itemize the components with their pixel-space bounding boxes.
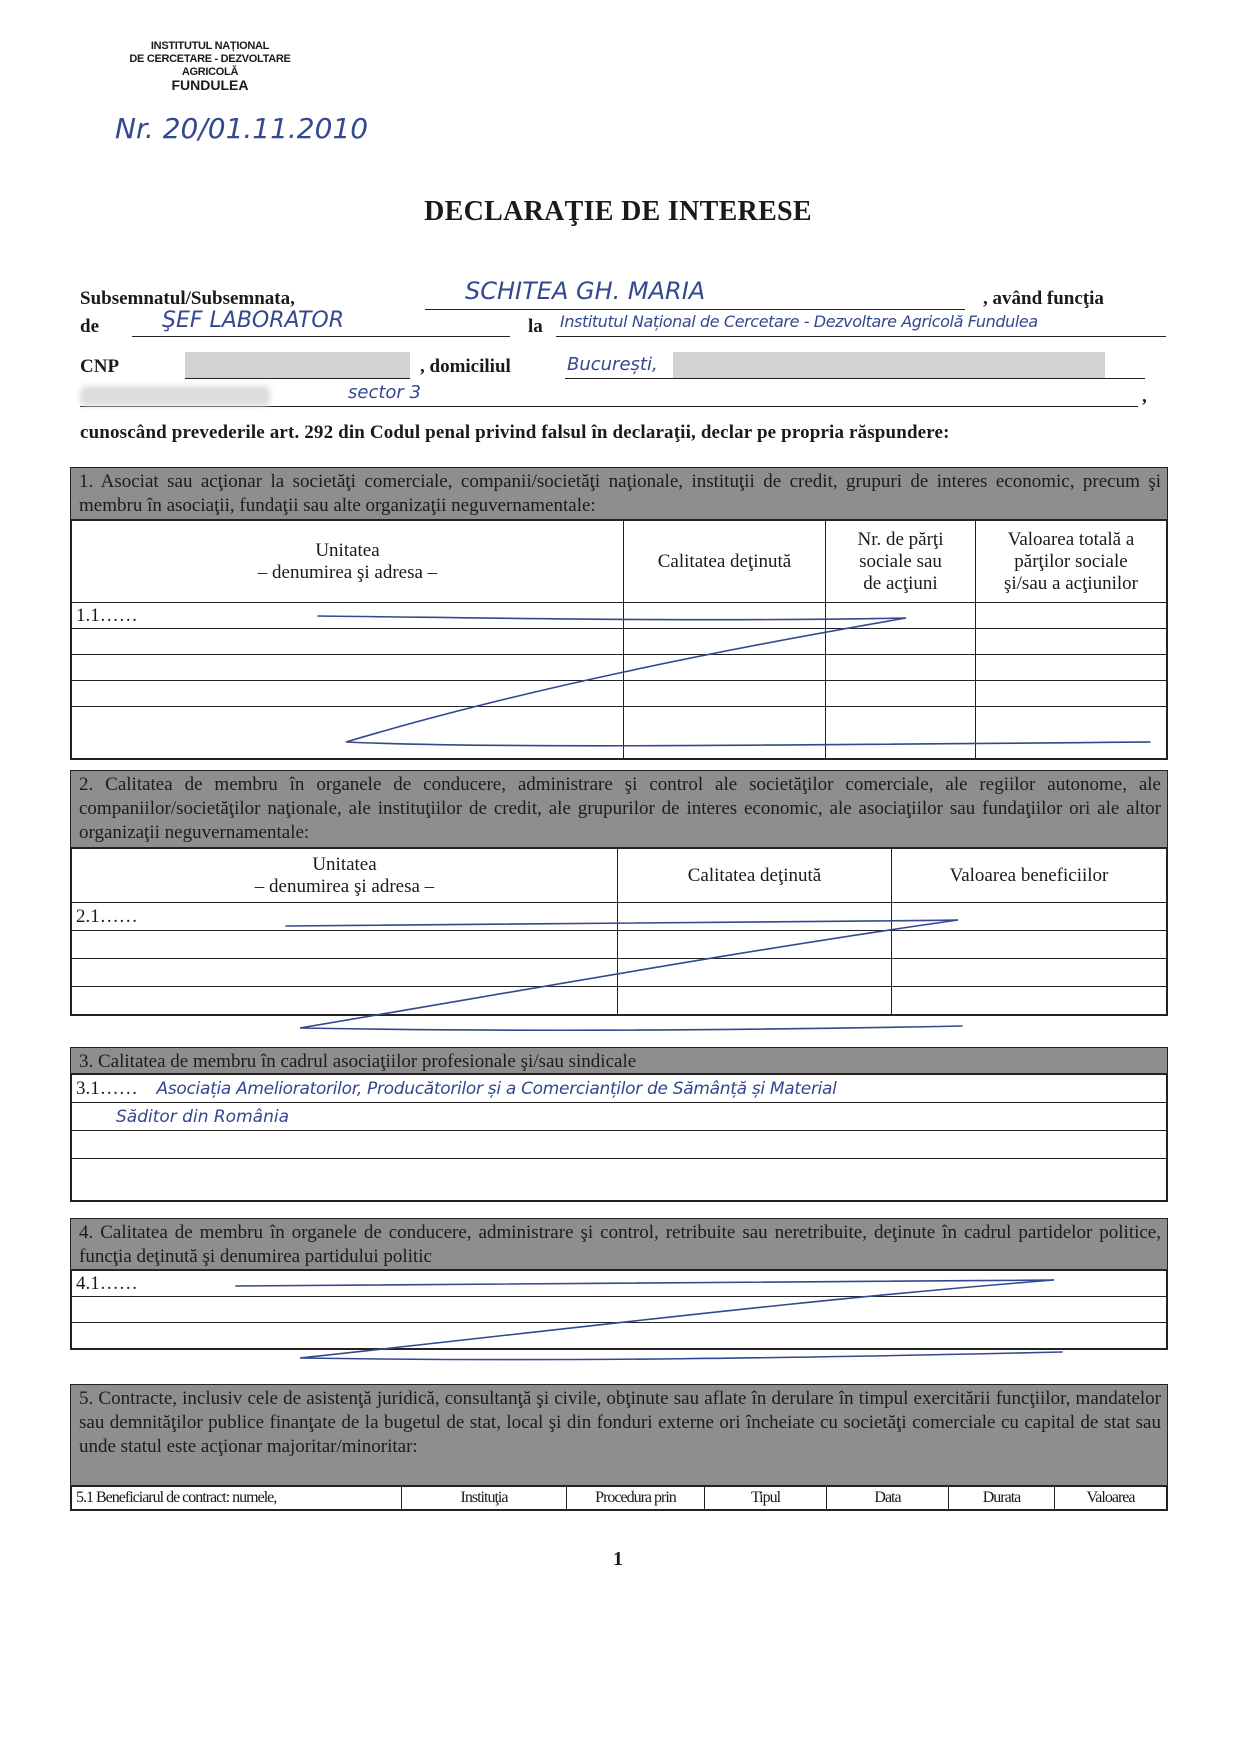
table-header-row: [72, 1487, 1167, 1510]
address-field: [565, 352, 1145, 379]
col-data: Data: [827, 1487, 949, 1510]
institution-field: [556, 314, 1166, 337]
table-row: [72, 1323, 1167, 1349]
col-nr-parti: [826, 521, 976, 603]
section-5-table: [71, 1486, 1167, 1510]
section-3-heading: 3. Calitatea de membru în cadrul asociaţiilor profesionale şi/sau sindicale: [71, 1048, 1167, 1074]
address-redaction: [673, 352, 1105, 378]
col-header-text: Unitatea: [315, 539, 380, 561]
row-label: 2.1……: [72, 903, 618, 931]
col-unitatea: [72, 521, 624, 603]
col-beneficiar: 5.1 Beneficiarul de contract: numele,: [72, 1487, 402, 1510]
col-institutia: Instituţia: [402, 1487, 567, 1510]
col-header-text: Valoarea totală a: [1007, 528, 1135, 550]
name-field: [425, 277, 965, 310]
address-blur: [80, 386, 270, 406]
function-value: ŞEF LABORATOR: [162, 308, 345, 333]
trailing-comma: ,: [1142, 386, 1147, 407]
table-row: [72, 655, 1167, 681]
table-row: [72, 959, 1167, 987]
page-title: DECLARAŢIE DE INTERESE: [424, 196, 812, 227]
name-value: SCHITEA GH. MARIA: [465, 277, 706, 305]
domiciliul-label: , domiciliul: [420, 356, 511, 377]
col-tipul: Tipul: [705, 1487, 827, 1510]
table-row: [72, 1297, 1167, 1323]
table-row: [72, 903, 1167, 931]
cnp-field: [185, 352, 410, 379]
row-label: 1.1……: [72, 603, 624, 629]
col-valoarea: Valoarea: [1055, 1487, 1167, 1510]
registration-number: Nr. 20/01.11.2010: [115, 112, 369, 145]
col-header-text: şi/sau a acţiunilor: [1003, 572, 1139, 594]
institution-stamp: [90, 40, 330, 92]
cnp-label: CNP: [80, 356, 120, 377]
table-row: [72, 681, 1167, 707]
entry-row: [72, 1075, 1167, 1103]
col-header-text: – denumirea şi adresa –: [254, 875, 435, 897]
declaration-text: cunoscând prevederile art. 292 din Codul penal privind falsul în declaraţii, declar pe propria răspundere:: [80, 422, 950, 443]
col-valoarea-beneficiilor: Valoarea beneficiilor: [892, 849, 1167, 903]
col-header-text: Nr. de părţi: [857, 528, 944, 550]
table-row: [72, 1271, 1167, 1297]
table-row: [72, 1131, 1167, 1159]
col-calitatea: Calitatea deţinută: [624, 521, 826, 603]
stamp-line-2: DE CERCETARE - DEZVOLTARE: [129, 53, 291, 65]
col-header-text: părţilor sociale: [1014, 550, 1128, 572]
table-row: [72, 987, 1167, 1015]
institution-value: Institutul Național de Cercetare - Dezvoltare Agricolă Fundulea: [560, 312, 1038, 331]
table-header-row: [72, 521, 1167, 603]
stamp-line-4: FUNDULEA: [171, 77, 249, 93]
table-header-row: [72, 849, 1167, 903]
stamp-line-3: AGRICOLĂ: [181, 66, 239, 78]
address-city: București,: [567, 354, 658, 375]
section-3-table: [71, 1074, 1167, 1201]
section-3: [70, 1047, 1168, 1202]
section-2: [70, 770, 1168, 1016]
section-5: [70, 1384, 1168, 1511]
section-1-heading: 1. Asociat sau acţionar la societăţi comerciale, companii/societăţi naţionale, instituţii de credit, grupuri de interes economic, precum şi membru în asociaţii, fundaţii sau alte organizaţii neguvernamentale:: [71, 468, 1167, 520]
section-5-heading: 5. Contracte, inclusiv cele de asistenţă juridică, consultanţă şi civile, obţinute sau aflate în derulare în timpul exercitării funcţiilor, mandatelor sau demnităţilor publice finanţate de la bugetul de stat, local şi din fonduri externe ori încheiate cu societăţi comerciale cu capital de stat sau unde statul este acţionar majoritar/minoritar:: [71, 1385, 1167, 1486]
table-row: [72, 1103, 1167, 1131]
table-row: [72, 629, 1167, 655]
table-row: [72, 1075, 1167, 1103]
entry-line-2: Săditor din România: [116, 1106, 289, 1127]
stamp-line-1: INSTITUTUL NAȚIONAL: [150, 40, 270, 52]
table-row: [72, 1159, 1167, 1201]
address-line-2: [80, 384, 1138, 407]
address-sector: sector 3: [348, 382, 421, 403]
table-row: [72, 707, 1167, 759]
col-header-text: – denumirea şi adresa –: [257, 561, 438, 583]
col-header-text: de acţiuni: [863, 572, 938, 594]
row-label: 3.1……: [76, 1077, 138, 1099]
section-1-table: [71, 520, 1167, 759]
avand-label: , având funcţia: [983, 288, 1104, 309]
col-header-text: sociale sau: [859, 550, 942, 572]
cnp-redaction: [185, 352, 410, 378]
section-4-heading: 4. Calitatea de membru în organele de conducere, administrare şi control, retribuite sau neretribuite, deţinute în cadrul partidelor politice, funcţia deţinută şi denumirea partidului politic: [71, 1219, 1167, 1270]
section-4-table: [71, 1270, 1167, 1349]
col-calitatea: Calitatea deţinută: [618, 849, 892, 903]
function-field: [132, 308, 510, 337]
la-label: la: [528, 316, 543, 337]
de-label: de: [80, 316, 99, 337]
entry-line-1: Asociația Amelioratorilor, Producătorilor și a Comercianților de Sămânță și Material: [156, 1078, 837, 1099]
table-row: [72, 931, 1167, 959]
section-2-table: [71, 848, 1167, 1015]
section-2-heading: 2. Calitatea de membru în organele de conducere, administrare şi control ale societăţilor comerciale, ale regiilor autonome, ale companiilor/societăţilor naţionale, ale instituţiilor de credit, ale grupurilor de interes economic, ale asociaţiilor sau fundaţiilor ori ale altor organizaţii neguvernamentale:: [71, 771, 1167, 848]
col-header-text: Unitatea: [312, 853, 377, 875]
subsemnatul-label: Subsemnatul/Subsemnata,: [80, 288, 295, 309]
table-row: [72, 603, 1167, 629]
section-4: [70, 1218, 1168, 1350]
col-valoarea-totala: [976, 521, 1167, 603]
col-procedura: Procedura prin: [567, 1487, 705, 1510]
page-number: 1: [613, 1548, 623, 1570]
col-durata: Durata: [949, 1487, 1055, 1510]
section-1: [70, 467, 1168, 760]
col-unitatea: [72, 849, 618, 903]
row-label: 4.1……: [72, 1271, 1167, 1297]
